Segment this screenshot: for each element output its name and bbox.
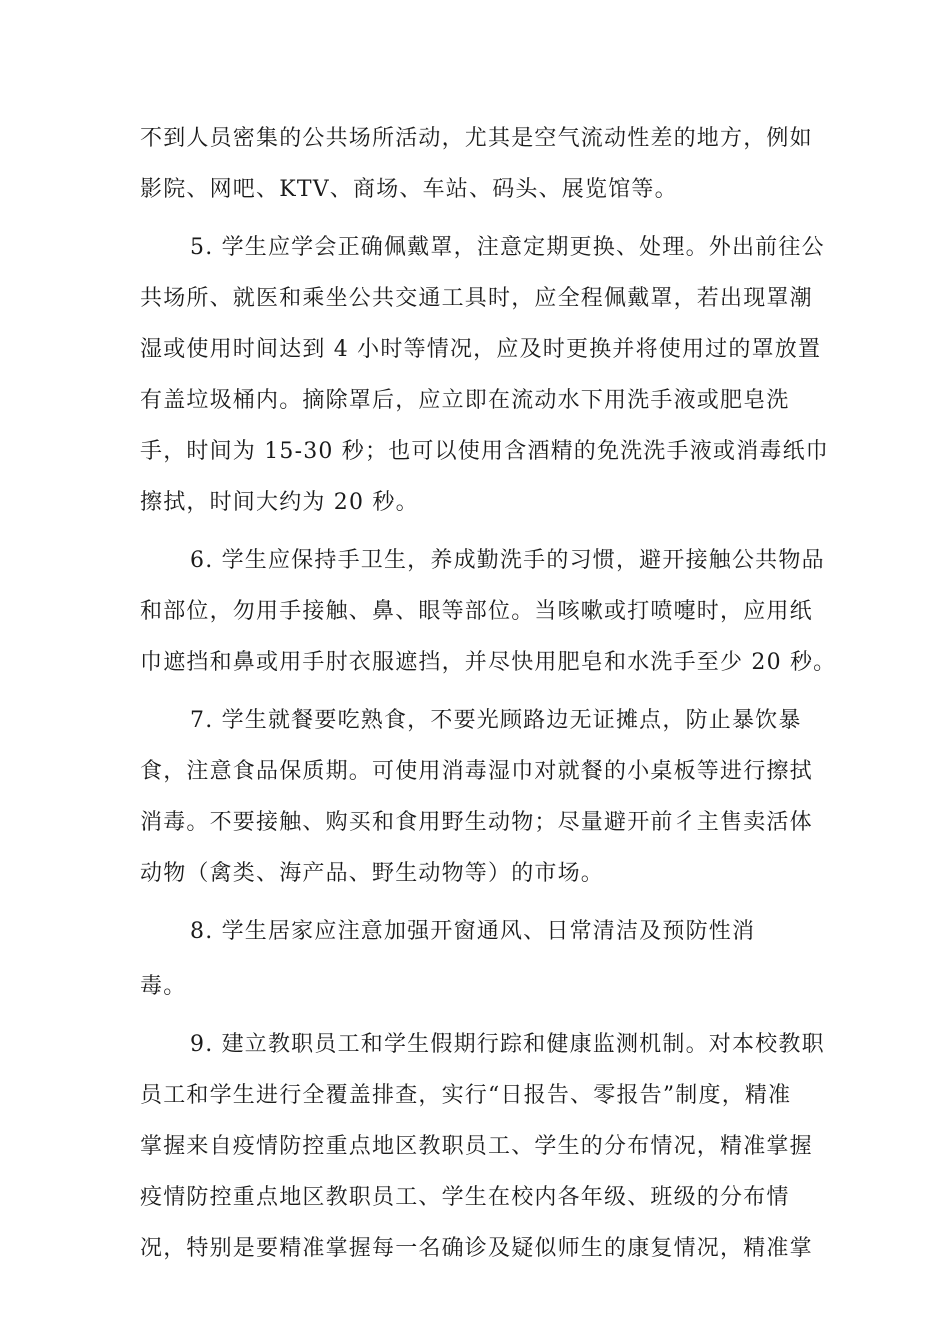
paragraph-6-start: 6. 学生应保持手卫生，养成勤洗手的习惯，避开接触公共物品 xyxy=(190,548,825,573)
text-line: 食，注意食品保质期。可使用消毒湿巾对就餐的小桌板等进行擦拭 xyxy=(140,759,813,784)
text-line: 擦拭，时间大约为 20 秒。 xyxy=(140,490,419,515)
text-line: 湿或使用时间达到 4 小时等情况，应及时更换并将使用过的罩放置 xyxy=(140,337,822,362)
paragraph-8-start: 8. 学生居家应注意加强开窗通风、日常清洁及预防性消 xyxy=(190,919,756,944)
text-line: 手，时间为 15-30 秒；也可以使用含酒精的免洗洗手液或消毒纸巾 xyxy=(140,439,830,464)
text-line: 员工和学生进行全覆盖排查，实行“日报告、零报告”制度，精准 xyxy=(140,1083,792,1108)
text-line: 巾遮挡和鼻或用手肘衣服遮挡，并尽快用肥皂和水洗手至少 20 秒。 xyxy=(140,650,837,675)
text-line: 疫情防控重点地区教职员工、学生在校内各年级、班级的分布情 xyxy=(140,1185,790,1210)
paragraph-7-start: 7. 学生就餐要吃熟食，不要光顾路边无证摊点，防止暴饮暴 xyxy=(190,708,802,733)
text-line: 掌握来自疫情防控重点地区教职员工、学生的分布情况，精准掌握 xyxy=(140,1134,813,1159)
text-line: 和部位，勿用手接触、鼻、眼等部位。当咳嗽或打喷嚏时，应用纸 xyxy=(140,599,813,624)
text-line: 况，特别是要精准掌握每一名确诊及疑似师生的康复情况，精准掌 xyxy=(140,1236,813,1261)
text-line: 有盖垃圾桶内。摘除罩后，应立即在流动水下用洗手液或肥皂洗 xyxy=(140,388,790,413)
text-line: 消毒。不要接触、购买和食用野生动物；尽量避开前彳主售卖活体 xyxy=(140,810,813,835)
text-line: 毒。 xyxy=(140,974,187,999)
paragraph-5-start: 5. 学生应学会正确佩戴罩，注意定期更换、处理。外出前往公 xyxy=(190,235,825,260)
paragraph-9-start: 9. 建立教职员工和学生假期行踪和健康监测机制。对本校教职 xyxy=(190,1032,825,1057)
text-line: 影院、网吧、KTV、商场、车站、码头、展览馆等。 xyxy=(140,177,678,202)
text-line: 不到人员密集的公共场所活动，尤其是空气流动性差的地方，例如 xyxy=(140,126,813,151)
text-line: 共场所、就医和乘坐公共交通工具时，应全程佩戴罩，若出现罩潮 xyxy=(140,286,813,311)
text-line: 动物（禽类、海产品、野生动物等）的市场。 xyxy=(140,861,605,886)
